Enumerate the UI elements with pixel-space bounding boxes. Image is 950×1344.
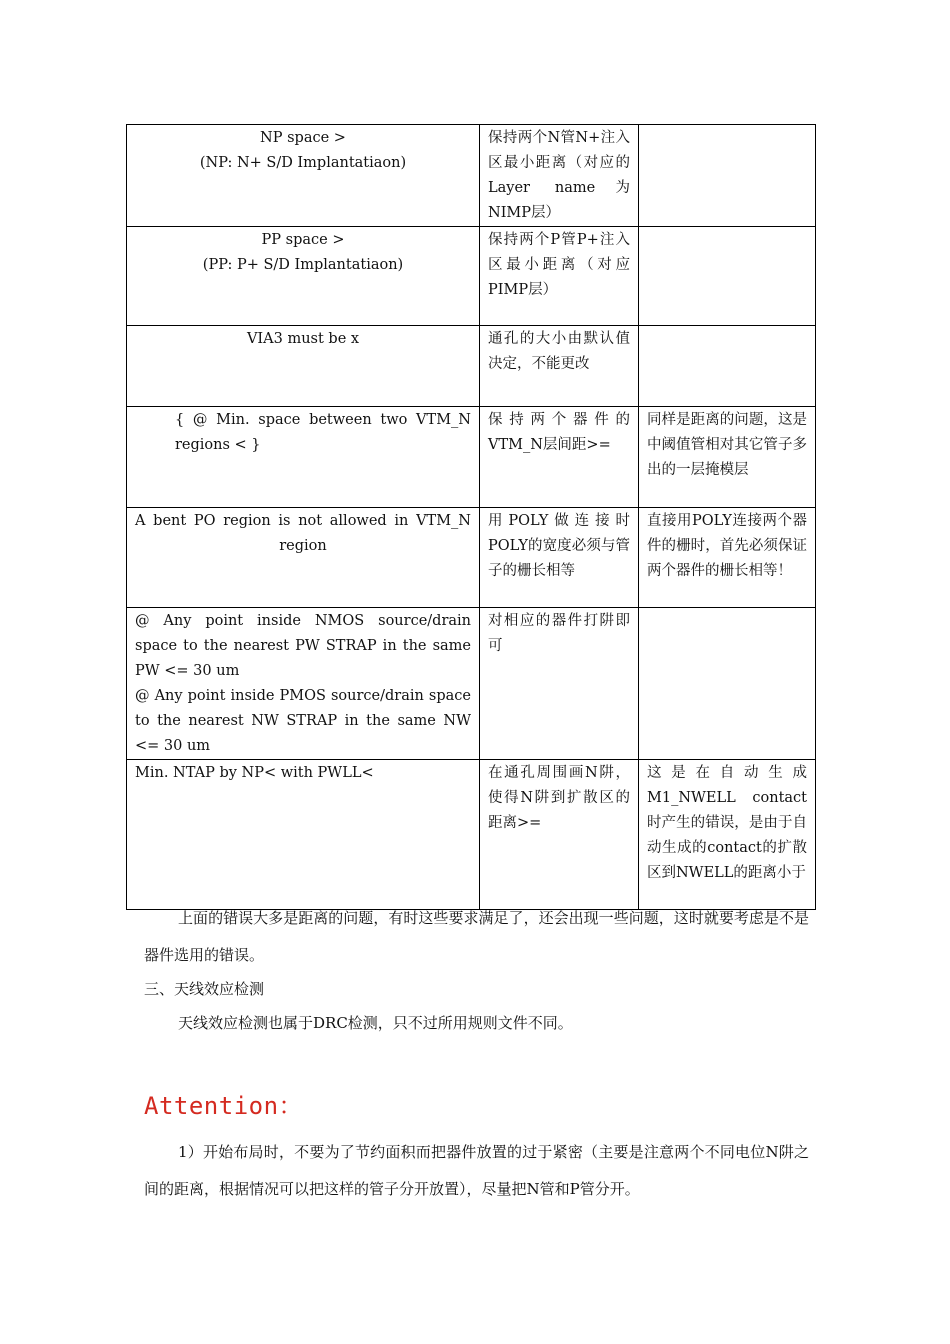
rule-cell: { @ Min. space between two VTM_N regions < } (127, 407, 480, 508)
table-row (127, 125, 816, 227)
description-cell: 保持两个P管P+注入区最小距离（对应PIMP层） (480, 227, 639, 326)
paragraph-layout-tip: 1）开始布局时，不要为了节约面积而把器件放置的过于紧密（主要是注意两个不同电位N阱之间的距离，根据情况可以把这样的管子分开放置），尽量把N管和P管分开。 (144, 1143, 809, 1198)
rule-cell: @ Any point inside NMOS source/drain space to the nearest PW STRAP in the same PW <= 30 um @ Any point inside PMOS source/drain space to the nearest NW STRAP in the same NW <= 30 um (127, 608, 480, 760)
description-cell: 用POLY做连接时POLY的宽度必须与管子的栅长相等 (480, 508, 639, 608)
note-cell (639, 326, 816, 407)
note-cell: 直接用POLY连接两个器件的栅时，首先必须保证两个器件的栅长相等！ (639, 508, 816, 608)
rule-cell: PP space > (PP: P+ S/D Implantatiaon) (127, 227, 480, 326)
paragraph-antenna: 天线效应检测也属于DRC检测，只不过所用规则文件不同。 (178, 1014, 573, 1032)
note-cell (639, 608, 816, 760)
note-cell: 同样是距离的问题，这是中阈值管相对其它管子多出的一层掩模层 (639, 407, 816, 508)
attention-heading: Attention： (144, 1092, 304, 1120)
rule-cell: NP space > (NP: N+ S/D Implantatiaon) (127, 125, 480, 227)
rule-cell: VIA3 must be x (127, 326, 480, 407)
drc-rules-table (126, 124, 816, 910)
table-row (127, 227, 816, 326)
rule-cell: A bent PO region is not allowed in VTM_N region (127, 508, 480, 608)
description-cell: 在通孔周围画N阱，使得N阱到扩散区的距离>= (480, 760, 639, 910)
note-cell (639, 227, 816, 326)
note-cell (639, 125, 816, 227)
section-heading-antenna: 三、天线效应检测 (144, 980, 265, 998)
paragraph-summary: 上面的错误大多是距离的问题，有时这些要求满足了，还会出现一些问题，这时就要考虑是不是器件选用的错误。 (144, 909, 809, 964)
description-cell: 通孔的大小由默认值决定，不能更改 (480, 326, 639, 407)
description-cell: 对相应的器件打阱即可 (480, 608, 639, 760)
description-cell: 保持两个器件的VTM_N层间距>= (480, 407, 639, 508)
table-row (127, 608, 816, 760)
note-cell: 这是在自动生成M1_NWELL contact时产生的错误，是由于自动生成的contact的扩散区到NWELL的距离小于 (639, 760, 816, 910)
table-row (127, 407, 816, 508)
table-row (127, 508, 816, 608)
description-cell: 保持两个N管N+注入区最小距离（对应的Layer name为NIMP层） (480, 125, 639, 227)
table-row (127, 760, 816, 910)
rule-cell: Min. NTAP by NP< with PWLL< (127, 760, 480, 910)
table-row (127, 326, 816, 407)
